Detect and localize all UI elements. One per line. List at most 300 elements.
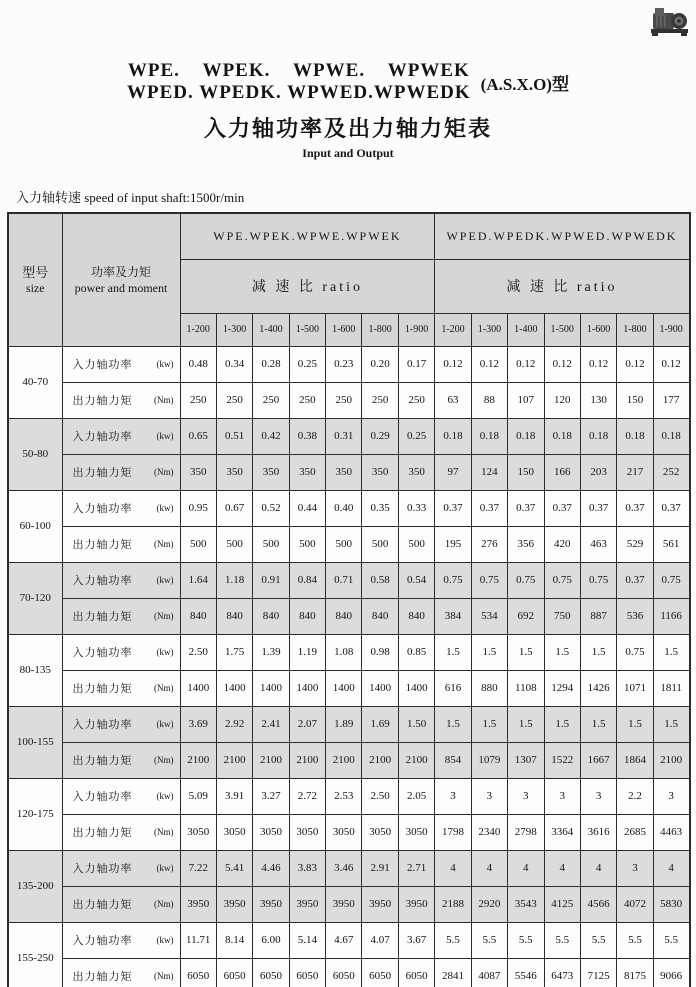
power-value: 1.5: [544, 706, 580, 742]
power-value: 3.69: [180, 706, 216, 742]
power-value: 4: [580, 850, 616, 886]
power-value: 0.12: [508, 346, 544, 382]
torque-value: 4463: [653, 814, 689, 850]
power-value: 0.37: [617, 562, 653, 598]
row-label-inner: [63, 716, 180, 732]
torque-value: 250: [253, 382, 289, 418]
power-value: 5.09: [180, 778, 216, 814]
torque-unit: (Nm): [154, 467, 174, 477]
size-value: 40-70: [8, 346, 62, 418]
torque-row-label: 出力轴力矩: [72, 899, 133, 911]
power-value: 1.5: [580, 706, 616, 742]
power-value: 3: [471, 778, 507, 814]
torque-value: 6473: [544, 958, 580, 987]
power-value: 0.75: [544, 562, 580, 598]
row-label-inner: [63, 644, 180, 660]
torque-value: 4087: [471, 958, 507, 987]
torque-value: 1294: [544, 670, 580, 706]
title-line-2: WPED. WPEDK. WPWED.WPWEDK: [127, 82, 471, 103]
power-value: 1.5: [471, 706, 507, 742]
torque-row-label: 出力轴力矩: [72, 611, 133, 623]
power-value: 0.18: [653, 418, 689, 454]
power-value: 5.5: [617, 922, 653, 958]
power-row-label: 入力轴功率: [72, 719, 133, 731]
col-header-power-en: power and moment: [74, 280, 168, 295]
torque-value: 250: [398, 382, 434, 418]
torque-value: 250: [326, 382, 362, 418]
power-value: 5.5: [544, 922, 580, 958]
torque-value: 534: [471, 598, 507, 634]
ratio-header-cell: 1-800: [617, 313, 653, 346]
torque-value: 561: [653, 526, 689, 562]
row-label-cell: [62, 742, 180, 778]
torque-value: 2188: [435, 886, 471, 922]
torque-row-label: 出力轴力矩: [72, 970, 133, 983]
torque-value: 2100: [653, 742, 689, 778]
power-value: 0.58: [362, 562, 398, 598]
power-value: 0.48: [180, 346, 216, 382]
torque-value: 840: [398, 598, 434, 634]
power-value: 0.65: [180, 418, 216, 454]
torque-value: 2841: [435, 958, 471, 987]
document-header: [0, 0, 696, 161]
power-value: 3.67: [398, 922, 434, 958]
power-value: 5.14: [289, 922, 325, 958]
power-value: 0.51: [216, 418, 252, 454]
torque-value: 1667: [580, 742, 616, 778]
ratio-header-cell: 1-600: [580, 313, 616, 346]
row-label-cell: [62, 634, 180, 670]
size-value: 60-100: [8, 490, 62, 562]
col-header-size-en: size: [25, 280, 45, 295]
torque-value: 1522: [544, 742, 580, 778]
ratio-header-cell: 1-300: [216, 313, 252, 346]
power-value: 5.5: [435, 922, 471, 958]
power-value: 3.27: [253, 778, 289, 814]
power-row: [8, 490, 690, 526]
row-label-cell: [62, 850, 180, 886]
power-value: 1.5: [508, 634, 544, 670]
torque-value: 1166: [653, 598, 689, 634]
torque-row: [8, 742, 690, 778]
power-value: 1.50: [398, 706, 434, 742]
torque-value: 3950: [362, 886, 398, 922]
power-value: 1.5: [471, 634, 507, 670]
torque-value: 1400: [253, 670, 289, 706]
torque-unit: (Nm): [154, 899, 174, 909]
torque-value: 1864: [617, 742, 653, 778]
ratio-header-cell: 1-900: [653, 313, 689, 346]
power-value: 7.22: [180, 850, 216, 886]
torque-value: 500: [362, 526, 398, 562]
torque-value: 887: [580, 598, 616, 634]
power-row: [8, 850, 690, 886]
header-row-groups: [8, 213, 690, 259]
torque-value: 529: [617, 526, 653, 562]
power-row: [8, 634, 690, 670]
power-row-label: 入力轴功率: [72, 431, 133, 443]
ratio-header-cell: 1-600: [326, 313, 362, 346]
power-value: 0.33: [398, 490, 434, 526]
power-value: 0.38: [289, 418, 325, 454]
row-label-inner: [63, 428, 180, 444]
torque-row: [8, 814, 690, 850]
power-value: 1.5: [544, 634, 580, 670]
torque-value: 384: [435, 598, 471, 634]
torque-value: 3050: [289, 814, 325, 850]
row-label-inner: [63, 608, 180, 624]
power-value: 0.23: [326, 346, 362, 382]
torque-row: [8, 526, 690, 562]
col-header-size-cn: 型号: [22, 264, 49, 280]
row-label-inner: [63, 788, 180, 804]
power-value: 1.18: [216, 562, 252, 598]
power-value: 0.25: [289, 346, 325, 382]
torque-value: 150: [508, 454, 544, 490]
power-value: 1.5: [580, 634, 616, 670]
power-value: 1.5: [653, 706, 689, 742]
power-value: 0.34: [216, 346, 252, 382]
power-value: 1.89: [326, 706, 362, 742]
row-label-cell: [62, 346, 180, 382]
power-value: 0.18: [580, 418, 616, 454]
power-value: 0.29: [362, 418, 398, 454]
power-row-label: 入力轴功率: [72, 791, 133, 803]
power-row: [8, 778, 690, 814]
torque-value: 177: [653, 382, 689, 418]
power-unit: (kw): [156, 359, 174, 369]
torque-row-label: 出力轴力矩: [72, 827, 133, 839]
torque-unit: (Nm): [154, 755, 174, 765]
power-value: 3.46: [326, 850, 362, 886]
torque-value: 250: [289, 382, 325, 418]
torque-value: 536: [617, 598, 653, 634]
reducer-product-icon: [650, 3, 690, 41]
title-suffix: (A.S.X.O)型: [480, 74, 569, 94]
torque-value: 1798: [435, 814, 471, 850]
power-value: 0.37: [435, 490, 471, 526]
power-value: 2.72: [289, 778, 325, 814]
ratio-header-cell: 1-900: [398, 313, 434, 346]
torque-value: 3050: [216, 814, 252, 850]
torque-value: 3050: [326, 814, 362, 850]
torque-value: 6050: [289, 958, 325, 987]
power-value: 2.91: [362, 850, 398, 886]
torque-value: 276: [471, 526, 507, 562]
size-value: 70-120: [8, 562, 62, 634]
torque-row: [8, 958, 690, 987]
torque-value: 4566: [580, 886, 616, 922]
ratio-header-cell: 1-300: [471, 313, 507, 346]
power-value: 1.39: [253, 634, 289, 670]
torque-value: 350: [289, 454, 325, 490]
torque-value: 350: [398, 454, 434, 490]
torque-row-label: 出力轴力矩: [72, 755, 133, 767]
title-line-1: WPE. WPEK. WPWE. WPWEK: [127, 60, 470, 81]
power-value: 0.75: [580, 562, 616, 598]
power-row-label: 入力轴功率: [72, 647, 133, 659]
power-value: 1.69: [362, 706, 398, 742]
torque-value: 500: [289, 526, 325, 562]
torque-value: 840: [289, 598, 325, 634]
power-value: 2.50: [362, 778, 398, 814]
title-row: [0, 60, 696, 104]
power-value: 1.5: [508, 706, 544, 742]
torque-value: 3950: [398, 886, 434, 922]
torque-value: 5830: [653, 886, 689, 922]
power-value: 0.67: [216, 490, 252, 526]
row-label-inner: [63, 536, 180, 552]
torque-value: 3050: [398, 814, 434, 850]
power-row-label: 入力轴功率: [72, 359, 133, 371]
power-value: 11.71: [180, 922, 216, 958]
torque-value: 6050: [253, 958, 289, 987]
torque-value: 2100: [216, 742, 252, 778]
ratio-header-cell: 1-400: [253, 313, 289, 346]
torque-unit: (Nm): [154, 970, 174, 981]
size-value: 50-80: [8, 418, 62, 490]
power-value: 4: [435, 850, 471, 886]
torque-value: 252: [653, 454, 689, 490]
torque-value: 2100: [326, 742, 362, 778]
power-row-label: 入力轴功率: [72, 503, 133, 515]
power-value: 0.91: [253, 562, 289, 598]
power-value: 0.54: [398, 562, 434, 598]
power-value: 3.91: [216, 778, 252, 814]
torque-value: 2920: [471, 886, 507, 922]
torque-unit: (Nm): [154, 539, 174, 549]
torque-value: 7125: [580, 958, 616, 987]
ratio-header-cell: 1-200: [435, 313, 471, 346]
row-label-cell: [62, 670, 180, 706]
col-header-size: [8, 213, 62, 346]
row-label-inner: [63, 572, 180, 588]
torque-value: 420: [544, 526, 580, 562]
power-value: 0.12: [435, 346, 471, 382]
row-label-inner: [63, 356, 180, 372]
power-row: [8, 706, 690, 742]
power-value: 0.98: [362, 634, 398, 670]
torque-value: 350: [216, 454, 252, 490]
torque-value: 1108: [508, 670, 544, 706]
spec-table-body: [8, 346, 690, 987]
col-header-power-moment: [62, 213, 180, 346]
row-label-cell: [62, 490, 180, 526]
power-value: 0.37: [471, 490, 507, 526]
torque-value: 2340: [471, 814, 507, 850]
power-value: 4: [544, 850, 580, 886]
model-title-lines: [127, 60, 471, 104]
torque-value: 4072: [617, 886, 653, 922]
torque-value: 1400: [289, 670, 325, 706]
torque-value: 500: [326, 526, 362, 562]
group-header-wped: WPED.WPEDK.WPWED.WPWEDK: [435, 213, 690, 259]
torque-value: 250: [362, 382, 398, 418]
torque-value: 350: [253, 454, 289, 490]
power-value: 0.35: [362, 490, 398, 526]
row-label-cell: [62, 418, 180, 454]
power-row: [8, 922, 690, 958]
ratio-header-cell: 1-200: [180, 313, 216, 346]
torque-value: 463: [580, 526, 616, 562]
power-value: 0.71: [326, 562, 362, 598]
input-speed-note: 入力轴转速 speed of input shaft:1500r/min: [16, 190, 245, 205]
torque-value: 840: [362, 598, 398, 634]
power-value: 3.83: [289, 850, 325, 886]
power-value: 5.5: [508, 922, 544, 958]
power-row: [8, 418, 690, 454]
power-value: 0.12: [544, 346, 580, 382]
power-value: 0.95: [180, 490, 216, 526]
torque-value: 3364: [544, 814, 580, 850]
row-label-cell: [62, 598, 180, 634]
torque-value: 1400: [180, 670, 216, 706]
torque-row: [8, 670, 690, 706]
power-value: 0.75: [435, 562, 471, 598]
power-row-label: 入力轴功率: [72, 935, 133, 947]
torque-value: 692: [508, 598, 544, 634]
group-header-wpe: WPE.WPEK.WPWE.WPWEK: [180, 213, 435, 259]
torque-value: 500: [180, 526, 216, 562]
torque-value: 6050: [326, 958, 362, 987]
size-value: 120-175: [8, 778, 62, 850]
power-value: 1.75: [216, 634, 252, 670]
power-row-label: 入力轴功率: [72, 575, 133, 587]
power-value: 0.28: [253, 346, 289, 382]
torque-value: 350: [326, 454, 362, 490]
power-value: 2.07: [289, 706, 325, 742]
torque-value: 1400: [216, 670, 252, 706]
torque-value: 840: [180, 598, 216, 634]
row-label-inner: [63, 968, 180, 984]
power-value: 0.85: [398, 634, 434, 670]
power-value: 3: [544, 778, 580, 814]
row-label-cell: [62, 886, 180, 922]
row-label-inner: [63, 860, 180, 876]
torque-value: 500: [253, 526, 289, 562]
torque-value: 1071: [617, 670, 653, 706]
torque-value: 88: [471, 382, 507, 418]
power-value: 1.5: [653, 634, 689, 670]
ratio-header-cell: 1-400: [508, 313, 544, 346]
torque-value: 1400: [326, 670, 362, 706]
torque-row-label: 出力轴力矩: [72, 683, 133, 695]
power-value: 2.92: [216, 706, 252, 742]
power-value: 0.75: [653, 562, 689, 598]
torque-value: 3050: [180, 814, 216, 850]
row-label-inner: [63, 680, 180, 696]
row-label-inner: [63, 824, 180, 840]
power-value: 0.75: [508, 562, 544, 598]
row-label-cell: [62, 922, 180, 958]
power-row: [8, 346, 690, 382]
torque-value: 3950: [253, 886, 289, 922]
torque-value: 750: [544, 598, 580, 634]
torque-value: 840: [326, 598, 362, 634]
power-value: 4: [508, 850, 544, 886]
torque-value: 195: [435, 526, 471, 562]
power-value: 0.52: [253, 490, 289, 526]
torque-value: 203: [580, 454, 616, 490]
power-value: 0.20: [362, 346, 398, 382]
torque-row: [8, 382, 690, 418]
torque-value: 3050: [362, 814, 398, 850]
power-value: 5.5: [653, 922, 689, 958]
torque-value: 3543: [508, 886, 544, 922]
power-value: 0.37: [508, 490, 544, 526]
torque-value: 6050: [216, 958, 252, 987]
power-unit: (kw): [156, 719, 174, 729]
torque-value: 3616: [580, 814, 616, 850]
torque-value: 356: [508, 526, 544, 562]
power-value: 0.31: [326, 418, 362, 454]
row-label-inner: [63, 932, 180, 948]
torque-value: 3050: [253, 814, 289, 850]
torque-row-label: 出力轴力矩: [72, 539, 133, 551]
power-value: 5.5: [580, 922, 616, 958]
power-unit: (kw): [156, 863, 174, 873]
power-unit: (kw): [156, 935, 174, 945]
ratio-header-cell: 1-500: [544, 313, 580, 346]
torque-value: 4125: [544, 886, 580, 922]
torque-value: 1426: [580, 670, 616, 706]
power-value: 2.2: [617, 778, 653, 814]
power-value: 0.12: [580, 346, 616, 382]
torque-value: 124: [471, 454, 507, 490]
torque-unit: (Nm): [154, 611, 174, 621]
power-value: 0.40: [326, 490, 362, 526]
torque-value: 97: [435, 454, 471, 490]
power-value: 0.37: [544, 490, 580, 526]
ratio-label-wped: 减 速 比 ratio: [435, 259, 690, 313]
torque-row-label: 出力轴力矩: [72, 467, 133, 479]
row-label-inner: [63, 464, 180, 480]
power-value: 0.12: [653, 346, 689, 382]
power-value: 2.53: [326, 778, 362, 814]
subtitle-chinese: 入力轴功率及出力轴力矩表: [203, 116, 492, 141]
torque-value: 250: [180, 382, 216, 418]
torque-value: 840: [253, 598, 289, 634]
torque-unit: (Nm): [154, 683, 174, 693]
row-label-inner: [63, 752, 180, 768]
power-value: 0.75: [617, 634, 653, 670]
torque-value: 6050: [180, 958, 216, 987]
size-value: 135-200: [8, 850, 62, 922]
torque-value: 350: [362, 454, 398, 490]
ratio-header-cell: 1-500: [289, 313, 325, 346]
row-label-cell: [62, 778, 180, 814]
spec-table: [7, 212, 691, 987]
power-value: 8.14: [216, 922, 252, 958]
torque-value: 1307: [508, 742, 544, 778]
power-value: 2.05: [398, 778, 434, 814]
torque-value: 217: [617, 454, 653, 490]
power-row-label: 入力轴功率: [72, 863, 133, 875]
torque-value: 2100: [362, 742, 398, 778]
torque-value: 880: [471, 670, 507, 706]
power-value: 0.42: [253, 418, 289, 454]
row-label-cell: [62, 706, 180, 742]
torque-value: 2798: [508, 814, 544, 850]
power-value: 0.84: [289, 562, 325, 598]
torque-value: 350: [180, 454, 216, 490]
power-value: 0.12: [617, 346, 653, 382]
ratio-label-wpe: 减 速 比 ratio: [180, 259, 435, 313]
power-value: 4.67: [326, 922, 362, 958]
power-unit: (kw): [156, 791, 174, 801]
power-value: 0.18: [471, 418, 507, 454]
power-row: [8, 562, 690, 598]
